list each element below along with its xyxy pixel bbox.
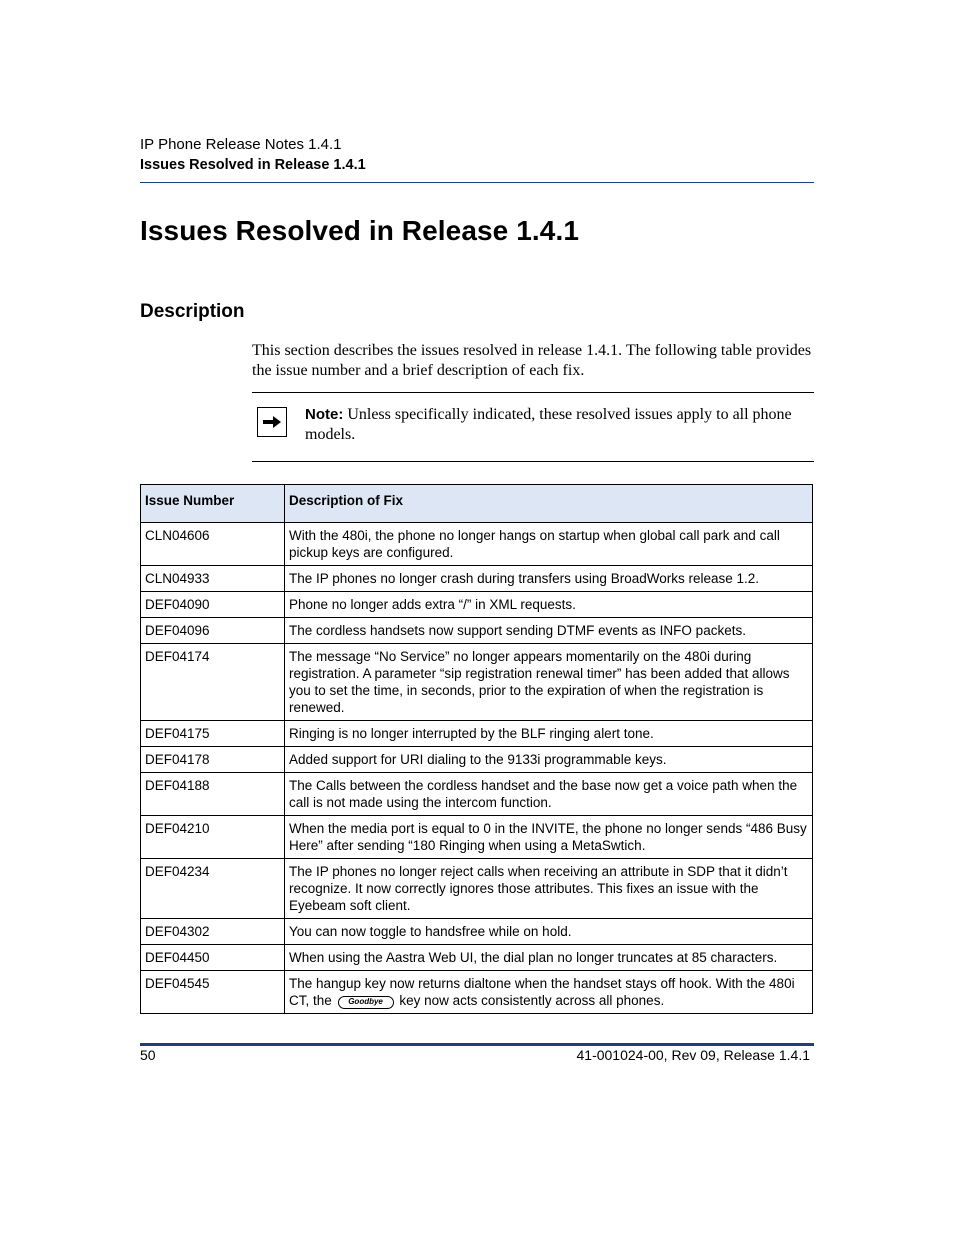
issue-number-cell: DEF04188 <box>141 773 285 816</box>
footer-divider <box>140 1043 814 1046</box>
issues-table <box>140 484 813 1014</box>
description-cell: The cordless handsets now support sending DTMF events as INFO packets. <box>285 618 813 644</box>
goodbye-key-icon: Goodbye <box>338 996 394 1009</box>
table-row <box>141 721 813 747</box>
note-text <box>305 405 810 445</box>
description-text-before: The hangup key now returns dialtone when the handset stays off hook. With the 480i CT, the <box>289 976 795 1008</box>
header-section-title: Issues Resolved in Release 1.4.1 <box>140 157 366 173</box>
issue-number-cell: DEF04096 <box>141 618 285 644</box>
issue-number-cell: DEF04178 <box>141 747 285 773</box>
issue-number-cell: DEF04302 <box>141 919 285 945</box>
table-row <box>141 816 813 859</box>
description-cell: When the media port is equal to 0 in the INVITE, the phone no longer sends “486 Busy Here” after sending “180 Ringing when using a MetaSwtich. <box>285 816 813 859</box>
issue-number-cell: CLN04606 <box>141 523 285 566</box>
description-cell: When using the Aastra Web UI, the dial plan no longer truncates at 85 characters. <box>285 945 813 971</box>
issue-number-cell: DEF04174 <box>141 644 285 721</box>
description-cell: The IP phones no longer crash during transfers using BroadWorks release 1.2. <box>285 566 813 592</box>
issue-number-cell: CLN04933 <box>141 566 285 592</box>
description-cell: Ringing is no longer interrupted by the BLF ringing alert tone. <box>285 721 813 747</box>
issue-number-cell: DEF04175 <box>141 721 285 747</box>
description-cell: The IP phones no longer reject calls when receiving an attribute in SDP that it didn’t recognize. It now correctly ignores those attributes. This fixes an issue with the Eyebeam soft client. <box>285 859 813 919</box>
table-row <box>141 618 813 644</box>
description-text-after: key now acts consistently across all phones. <box>399 993 665 1008</box>
issue-number-cell: DEF04210 <box>141 816 285 859</box>
description-cell: Added support for URI dialing to the 9133i programmable keys. <box>285 747 813 773</box>
column-header-description: Description of Fix <box>285 485 813 523</box>
table-row <box>141 971 813 1014</box>
table-row <box>141 747 813 773</box>
description-cell: The message “No Service” no longer appears momentarily on the 480i during registration. A parameter “sip registration renewal timer” has been added that allows you to set the time, in seconds, prior to the expiration of when the registration is renewed. <box>285 644 813 721</box>
issues-table-body <box>141 523 813 1014</box>
description-cell: You can now toggle to handsfree while on hold. <box>285 919 813 945</box>
column-header-issue-number: Issue Number <box>141 485 285 523</box>
issue-number-cell: DEF04234 <box>141 859 285 919</box>
note-body: Unless specifically indicated, these resolved issues apply to all phone models. <box>305 406 792 443</box>
table-row <box>141 945 813 971</box>
table-row <box>141 566 813 592</box>
table-row <box>141 919 813 945</box>
issue-number-cell: DEF04450 <box>141 945 285 971</box>
note-top-rule <box>252 392 814 393</box>
table-row <box>141 592 813 618</box>
table-row <box>141 859 813 919</box>
table-row <box>141 523 813 566</box>
description-cell: The Calls between the cordless handset and the base now get a voice path when the call is not made using the intercom function. <box>285 773 813 816</box>
page-title: Issues Resolved in Release 1.4.1 <box>140 215 580 246</box>
header-divider <box>140 182 814 183</box>
table-header-row <box>141 485 813 523</box>
right-arrow-icon <box>257 407 287 437</box>
page-number: 50 <box>140 1047 156 1063</box>
description-cell <box>285 971 813 1014</box>
table-row <box>141 644 813 721</box>
description-cell: With the 480i, the phone no longer hangs on startup when global call park and call pickup keys are configured. <box>285 523 813 566</box>
header-doc-title: IP Phone Release Notes 1.4.1 <box>140 136 342 153</box>
note-label: Note: <box>305 406 344 423</box>
issue-number-cell: DEF04545 <box>141 971 285 1014</box>
document-reference: 41-001024-00, Rev 09, Release 1.4.1 <box>576 1047 810 1063</box>
description-cell: Phone no longer adds extra “/” in XML requests. <box>285 592 813 618</box>
intro-paragraph: This section describes the issues resolved in release 1.4.1. The following table provides the issue number and a brief description of each fix. <box>252 342 812 379</box>
section-heading: Description <box>140 301 245 322</box>
table-row <box>141 773 813 816</box>
issue-number-cell: DEF04090 <box>141 592 285 618</box>
note-bottom-rule <box>252 461 814 462</box>
